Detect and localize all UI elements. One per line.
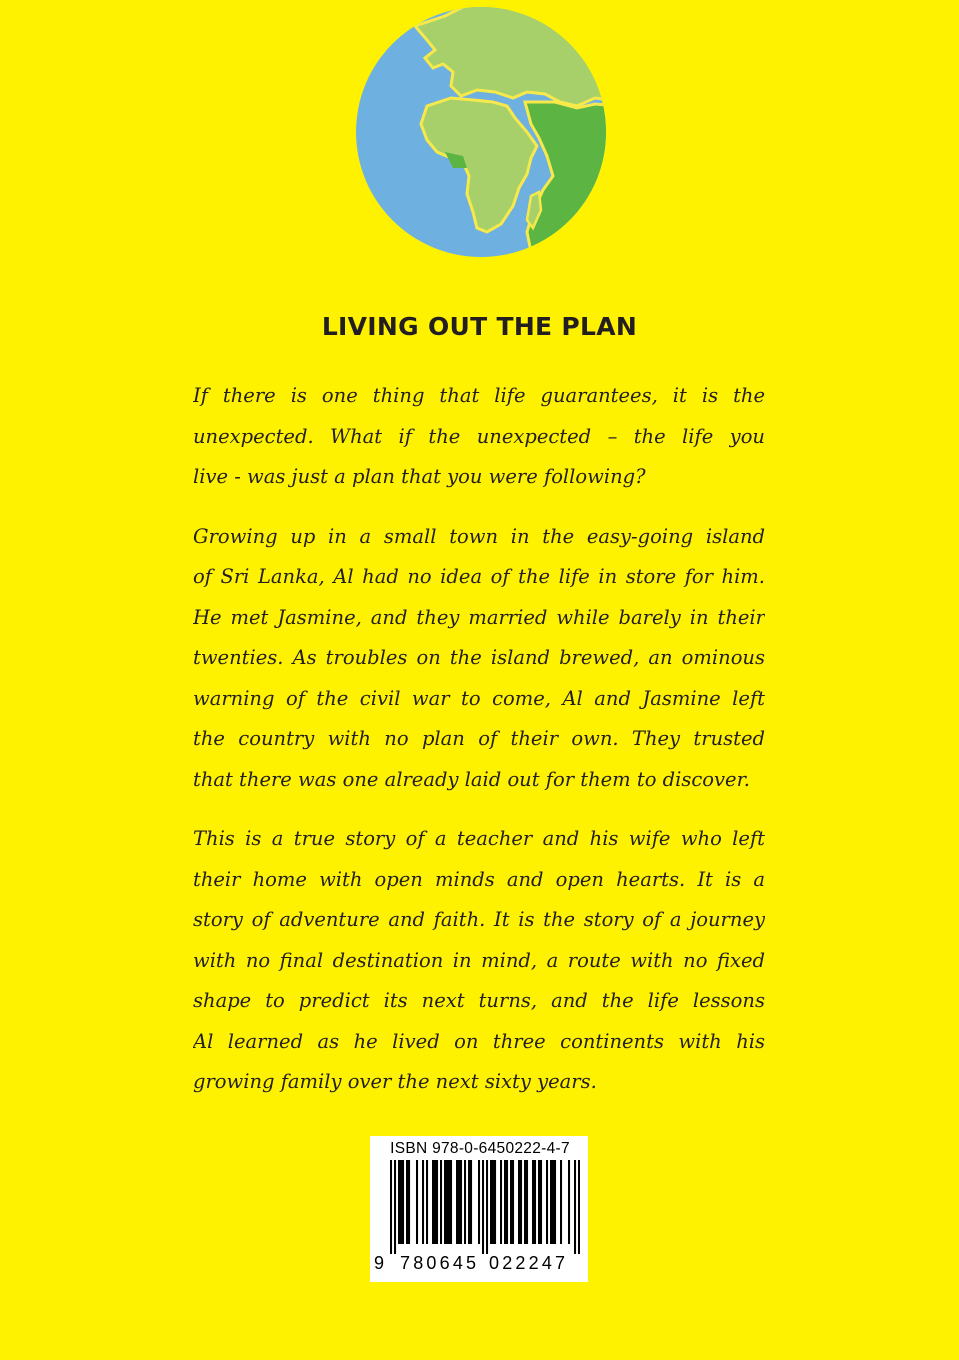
text-line: that there was one already laid out for them to discover. (193, 767, 750, 791)
barcode-bar (446, 1160, 448, 1244)
text-line: This is a true story of a teacher and his wife who left (193, 827, 765, 850)
barcode-bar (416, 1160, 418, 1244)
barcode-bar (444, 1160, 446, 1244)
barcode-bar (398, 1160, 400, 1244)
text-line: of Sri Lanka, Al had no idea of the life in store for him. (193, 565, 765, 588)
barcode-bar (574, 1160, 576, 1254)
barcode-bar (460, 1160, 462, 1244)
text-line: He met Jasmine, and they married while barely in their (193, 605, 765, 629)
barcode-bar (448, 1160, 450, 1244)
barcode-bar (506, 1160, 508, 1244)
ean-left-group: 780645 (400, 1253, 480, 1273)
barcode-bar (578, 1160, 580, 1254)
barcode-bar (518, 1160, 520, 1244)
page-title: LIVING OUT THE PLAN (321, 312, 638, 341)
barcode-bar (552, 1160, 554, 1244)
barcode-bar (500, 1160, 502, 1244)
blurb (193, 376, 765, 1122)
globe-icon (355, 6, 607, 258)
barcode-bar (464, 1160, 466, 1244)
barcode-bar (512, 1160, 514, 1244)
barcode-bars-icon (390, 1160, 580, 1254)
text-line: live - was just a plan that you were following? (193, 465, 646, 488)
barcode-bar (546, 1160, 548, 1244)
barcode-bar (440, 1160, 442, 1244)
barcode-bar (478, 1160, 480, 1244)
barcode-bar (406, 1160, 408, 1244)
text-line: the country with no plan of their own. They trusted (193, 727, 765, 750)
barcode-bar (482, 1160, 484, 1254)
text-line: growing family over the next sixty years. (193, 1070, 597, 1093)
ean-right-group: 022247 (489, 1253, 569, 1273)
barcode-bar (400, 1160, 402, 1244)
paragraph-3 (193, 819, 765, 1103)
barcode-bar (468, 1160, 470, 1244)
barcode-bar (394, 1160, 396, 1254)
barcode-bar (560, 1160, 562, 1244)
barcode-bar (436, 1160, 438, 1244)
paragraph-2 (193, 517, 765, 801)
barcode-bar (568, 1160, 570, 1244)
text-line: unexpected. What if the unexpected – the life you (193, 424, 765, 448)
isbn-barcode (370, 1136, 588, 1282)
barcode-bar (408, 1160, 410, 1244)
text-line: warning of the civil war to come, Al and Jasmine left (193, 686, 765, 710)
text-line: shape to predict its next turns, and the life lessons (193, 989, 765, 1012)
barcode-bar (526, 1160, 528, 1244)
barcode-bar (450, 1160, 452, 1244)
barcode-bar (550, 1160, 552, 1244)
barcode-bar (540, 1160, 542, 1244)
barcode-bar (490, 1160, 492, 1244)
barcode-bar (532, 1160, 534, 1244)
barcode-bar (432, 1160, 434, 1244)
isbn-label: ISBN 978-0-6450222-4-7 (390, 1140, 570, 1157)
text-line: twenties. As troubles on the island brewed, an ominous (193, 646, 765, 669)
barcode-bar (402, 1160, 404, 1244)
barcode-bar (456, 1160, 458, 1244)
barcode-bar (486, 1160, 488, 1254)
ean-digits (374, 1253, 584, 1277)
barcode-bar (554, 1160, 556, 1244)
barcode-bar (434, 1160, 436, 1244)
text-line: with no final destination in mind, a route with no fixed (193, 948, 765, 972)
barcode-bar (458, 1160, 460, 1244)
barcode-bar (390, 1160, 392, 1254)
barcode-bar (494, 1160, 496, 1244)
text-line: story of adventure and faith. It is the story of a journey (193, 908, 765, 931)
barcode-bar (538, 1160, 540, 1244)
barcode-bar (426, 1160, 428, 1244)
text-line: Al learned as he lived on three continents with his (193, 1029, 765, 1053)
barcode-bar (504, 1160, 506, 1244)
barcode-bar (534, 1160, 536, 1244)
text-line: their home with open minds and open hearts. It is a (193, 867, 765, 891)
text-line: Growing up in a small town in the easy-going island (193, 524, 765, 548)
paragraph-1 (193, 376, 765, 498)
barcode-bar (520, 1160, 522, 1244)
barcode-bar (510, 1160, 512, 1244)
barcode-bar (492, 1160, 494, 1244)
ean-first-digit: 9 (374, 1253, 385, 1273)
text-line: If there is one thing that life guarantees, it is the (193, 384, 765, 407)
barcode-bar (422, 1160, 424, 1244)
barcode-bar (470, 1160, 472, 1244)
barcode-bar (524, 1160, 526, 1244)
